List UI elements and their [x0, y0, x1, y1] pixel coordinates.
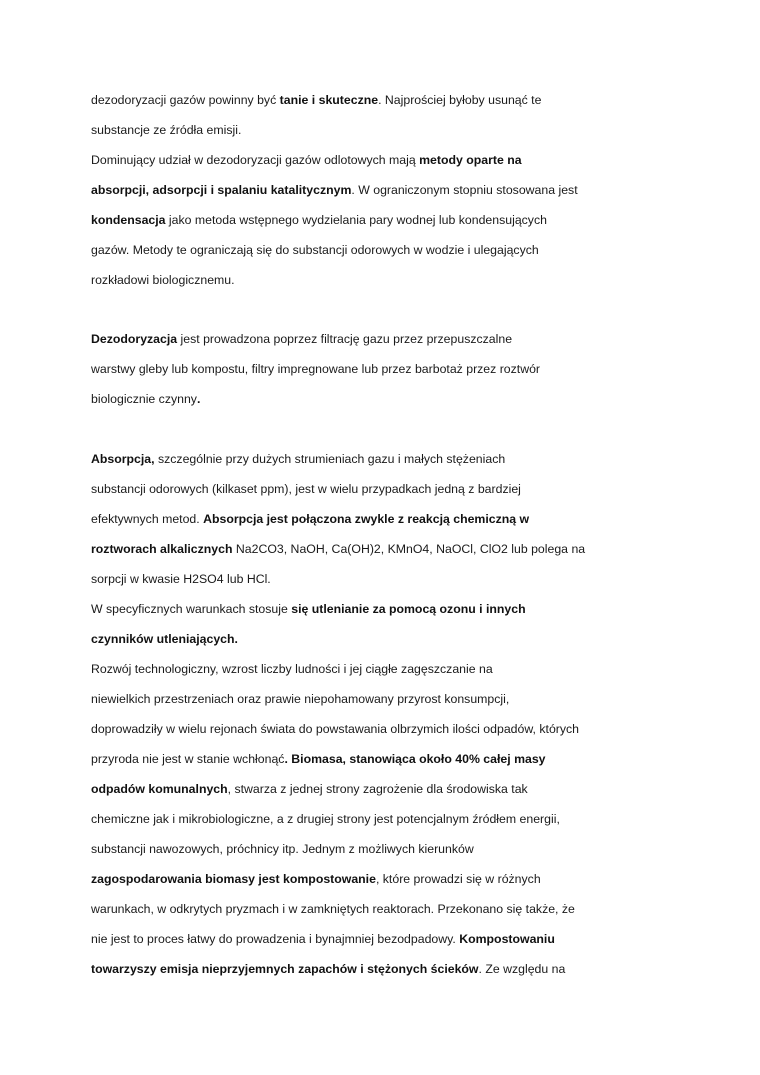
text-line: [91, 931, 711, 947]
text-line: [91, 212, 711, 228]
bold-text: zagospodarowania biomasy jest kompostowanie: [91, 872, 376, 886]
bold-text: Dezodoryzacja: [91, 332, 178, 346]
text-line: [91, 361, 711, 377]
bold-text: kondensacja: [91, 213, 166, 227]
bold-text: się utlenianie za pomocą ozonu i innych: [291, 602, 526, 616]
text-line: [91, 481, 711, 497]
bold-text: Absorpcja,: [91, 452, 155, 466]
text-line: [91, 92, 711, 108]
text-line: [91, 152, 711, 168]
text-segment: dezodoryzacji gazów powinny być: [91, 93, 280, 107]
bold-text: tanie i skuteczne: [279, 93, 379, 107]
text-segment: Na2CO3, NaOH, Ca(OH)2, KMnO4, NaOCl, ClO2 lub polega na: [232, 542, 586, 556]
bold-text: . Biomasa, stanowiąca około 40% całej masy: [284, 752, 546, 766]
text-segment: . Ze względu na: [478, 962, 566, 976]
text-line: [91, 901, 711, 917]
bold-text: absorpcji, adsorpcji i spalaniu katalitycznym: [91, 183, 352, 197]
text-segment: Rozwój technologiczny, wzrost liczby ludności i jej ciągłe zagęszczanie na: [91, 662, 493, 676]
text-segment: efektywnych metod.: [91, 512, 204, 526]
bold-text: towarzyszy emisja nieprzyjemnych zapachów i stężonych ścieków: [91, 962, 479, 976]
bold-text: Absorpcja jest połączona zwykle z reakcją chemiczną w: [203, 512, 530, 526]
text-segment: rozkładowi biologicznemu.: [91, 273, 235, 287]
text-line: [91, 751, 711, 767]
text-line: [91, 811, 711, 827]
text-segment: jest prowadzona poprzez filtrację gazu przez przepuszczalne: [177, 332, 513, 346]
text-line: [91, 601, 711, 617]
text-line: [91, 631, 711, 647]
text-segment: doprowadziły w wielu rejonach świata do powstawania olbrzymich ilości odpadów, których: [91, 722, 580, 736]
text-segment: warunkach, w odkrytych pryzmach i w zamkniętych reaktorach. Przekonano się także, że: [91, 902, 575, 916]
text-segment: nie jest to proces łatwy do prowadzenia i bynajmniej bezodpadowy.: [91, 932, 460, 946]
text-line: [91, 841, 711, 857]
text-line: [91, 871, 711, 887]
text-line: [91, 511, 711, 527]
text-segment: gazów. Metody te ograniczają się do substancji odorowych w wodzie i ulegających: [91, 243, 539, 257]
text-line: [91, 691, 711, 707]
text-line: [91, 571, 711, 587]
bold-text: czynników utleniających.: [91, 632, 238, 646]
bold-text: roztworach alkalicznych: [91, 542, 233, 556]
text-segment: W specyficznych warunkach stosuje: [91, 602, 292, 616]
text-segment: niewielkich przestrzeniach oraz prawie niepohamowany przyrost konsumpcji,: [91, 692, 510, 706]
text-segment: Dominujący udział w dezodoryzacji gazów odlotowych mają: [91, 153, 420, 167]
text-line: [91, 721, 711, 737]
text-segment: , które prowadzi się w różnych: [375, 872, 541, 886]
text-segment: przyroda nie jest w stanie wchłonąć: [91, 752, 285, 766]
text-segment: , stwarza z jednej strony zagrożenie dla środowiska tak: [227, 782, 528, 796]
bold-text: Kompostowaniu: [459, 932, 555, 946]
text-line: [91, 391, 711, 407]
text-line: [91, 661, 711, 677]
text-segment: substancji nawozowych, próchnicy itp. Jednym z możliwych kierunków: [91, 842, 474, 856]
text-segment: biologicznie czynny: [91, 392, 197, 406]
text-line: [91, 331, 711, 347]
text-segment: substancji odorowych (kilkaset ppm), jest w wielu przypadkach jedną z bardziej: [91, 482, 521, 496]
text-line: [91, 961, 711, 977]
text-line: [91, 242, 711, 258]
text-segment: chemiczne jak i mikrobiologiczne, a z drugiej strony jest potencjalnym źródłem energii,: [91, 812, 560, 826]
text-segment: substancje ze źródła emisji.: [91, 123, 242, 137]
bold-text: odpadów komunalnych: [91, 782, 228, 796]
text-segment: sorpcji w kwasie H2SO4 lub HCl.: [91, 572, 271, 586]
text-line: [91, 541, 711, 557]
text-segment: . W ograniczonym stopniu stosowana jest: [351, 183, 578, 197]
text-line: [91, 272, 711, 288]
text-segment: szczególnie przy dużych strumieniach gazu i małych stężeniach: [154, 452, 506, 466]
text-segment: . Najprościej byłoby usunąć te: [378, 93, 542, 107]
text-line: [91, 781, 711, 797]
bold-text: metody oparte na: [419, 153, 522, 167]
text-line: [91, 182, 711, 198]
bold-text: .: [196, 392, 201, 406]
text-line: [91, 122, 711, 138]
text-segment: jako metoda wstępnego wydzielania pary wodnej lub kondensujących: [165, 213, 547, 227]
text-segment: warstwy gleby lub kompostu, filtry impregnowane lub przez barbotaż przez roztwór: [91, 362, 541, 376]
text-line: [91, 451, 711, 467]
